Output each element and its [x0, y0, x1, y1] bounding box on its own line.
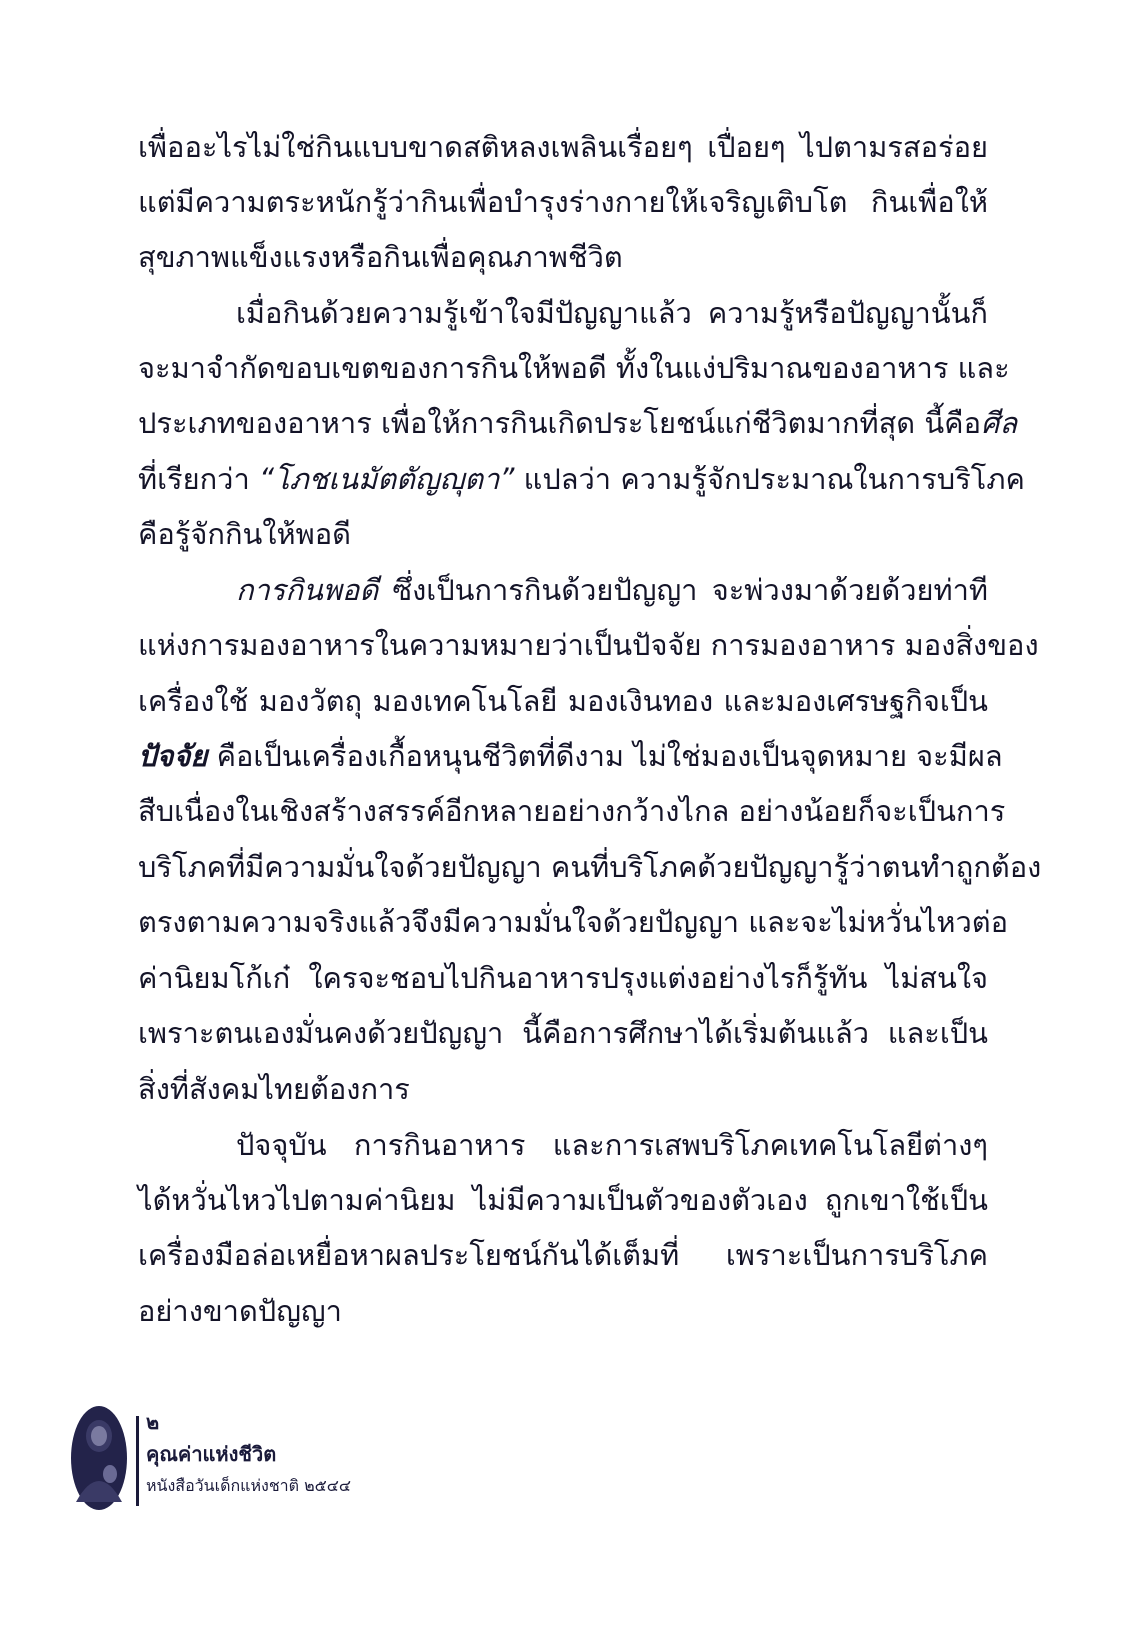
body-text-span: ซึ่งเป็นการกินด้วยปัญญา จะพ่วงมาด้วยด้วยท่าที [378, 573, 988, 607]
body-line: สิ่งที่สังคมไทยต้องการ [138, 1072, 410, 1106]
body-line: ปัจจุบัน การกินอาหาร และการเสพบริโภคเทคโนโลยีต่างๆ [236, 1128, 988, 1162]
body-line: จะมาจำกัดขอบเขตของการกินให้พอดี ทั้งในแง่ปริมาณของอาหาร และ [138, 351, 1010, 385]
body-line: เครื่องมือล่อเหยื่อหาผลประโยชน์กันได้เต็มที่ เพราะเป็นการบริโภค [138, 1238, 988, 1272]
book-subtitle: หนังสือวันเด็กแห่งชาติ ๒๕๔๔ [146, 1476, 352, 1495]
body-line: สุขภาพแข็งแรงหรือกินเพื่อคุณภาพชีวิต [138, 240, 623, 274]
body-line: เครื่องใช้ มองวัตถุ มองเทคโนโลยี มองเงินทอง และมองเศรษฐกิจเป็น [138, 684, 988, 718]
body-line [236, 561, 988, 619]
body-line: เพื่ออะไรไม่ใช่กินแบบขาดสติหลงเพลินเรื่อยๆ เปื่อยๆ ไปตามรสอร่อย [138, 130, 988, 164]
emphasis-text: ศีล [980, 406, 1018, 440]
body-line: เมื่อกินด้วยความรู้เข้าใจมีปัญญาแล้ว ความรู้หรือปัญญานั้นก็ [236, 296, 988, 330]
footer-divider [136, 1416, 139, 1506]
body-line: แต่มีความตระหนักรู้ว่ากินเพื่อบำรุงร่างกายให้เจริญเติบโต กินเพื่อให้ [138, 185, 988, 219]
body-text-span: คือเป็นเครื่องเกื้อหนุนชีวิตที่ดีงาม ไม่ใช่มองเป็นจุดหมาย จะมีผล [207, 739, 1003, 773]
emphasis-text: การกินพอดี [236, 573, 379, 607]
body-line: อย่างขาดปัญญา [138, 1294, 342, 1328]
page-footer [70, 1402, 430, 1512]
body-line: คือรู้จักกินให้พอดี [138, 517, 351, 551]
body-line: แห่งการมองอาหารในความหมายว่าเป็นปัจจัย การมองอาหาร มองสิ่งของ [138, 628, 1039, 662]
body-line [138, 450, 1025, 508]
body-line: ได้หวั่นไหวไปตามค่านิยม ไม่มีความเป็นตัวของตัวเอง ถูกเขาใช้เป็น [138, 1183, 988, 1217]
body-line: สืบเนื่องในเชิงสร้างสรรค์อีกหลายอย่างกว้างไกล อย่างน้อยก็จะเป็นการ [138, 794, 1006, 828]
emphasis-text: “โภชเนมัตตัญญุตา” [258, 462, 515, 496]
page-number: ๒ [146, 1410, 160, 1434]
portrait-emblem-icon [70, 1402, 128, 1512]
body-line: ตรงตามความจริงแล้วจึงมีความมั่นใจด้วยปัญญา และจะไม่หวั่นไหวต่อ [138, 905, 1009, 939]
emphasis-text: ปัจจัย [138, 739, 208, 773]
body-line [138, 394, 1018, 452]
body-text-span: ที่เรียกว่า [138, 462, 259, 496]
body-line [138, 727, 1003, 785]
body-line: เพราะตนเองมั่นคงด้วยปัญญา นี้คือการศึกษาได้เริ่มต้นแล้ว และเป็น [138, 1016, 988, 1050]
body-text-span: ประเภทของอาหาร เพื่อให้การกินเกิดประโยชน์แก่ชีวิตมากที่สุด นี้คือ [138, 406, 981, 440]
body-text-span: แปลว่า ความรู้จักประมาณในการบริโภค [514, 462, 1025, 496]
body-line: บริโภคที่มีความมั่นใจด้วยปัญญา คนที่บริโภคด้วยปัญญารู้ว่าตนทำถูกต้อง [138, 850, 1042, 884]
book-title: คุณค่าแห่งชีวิต [146, 1442, 277, 1466]
body-line: ค่านิยมโก้เก๋ ใครจะชอบไปกินอาหารปรุงแต่งอย่างไรก็รู้ทัน ไม่สนใจ [138, 961, 988, 995]
